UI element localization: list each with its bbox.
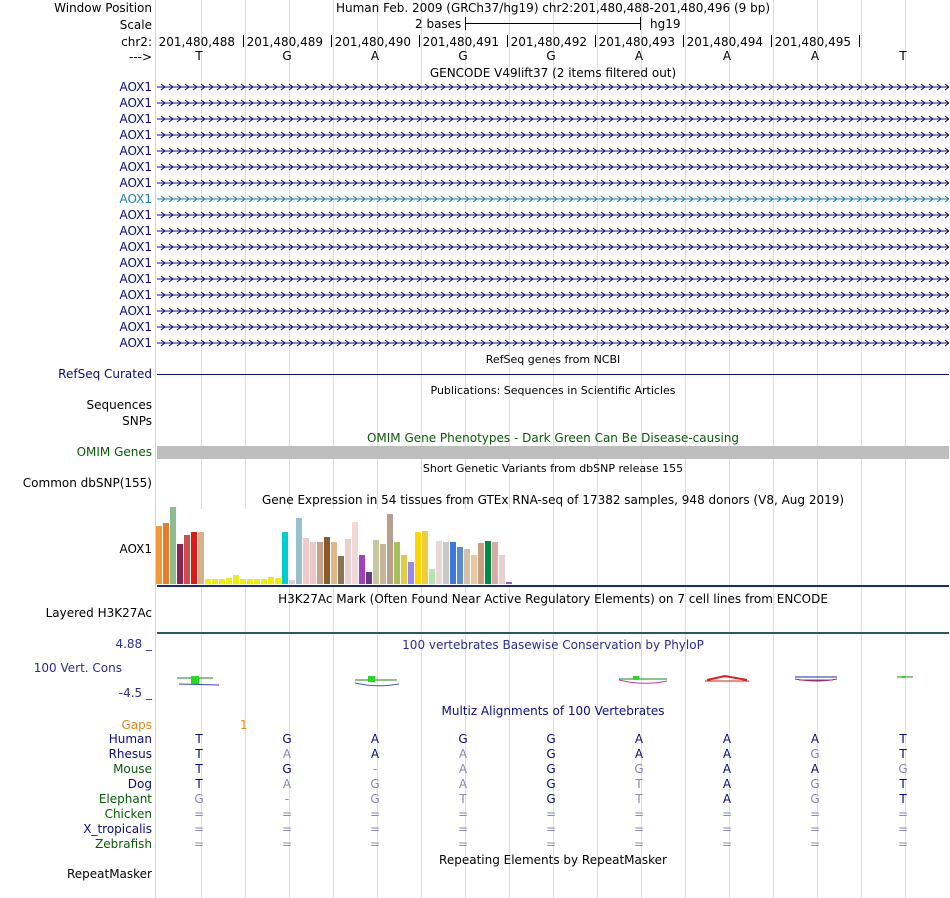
multiz-base: T [459,792,467,806]
ruler-coordinate[interactable]: 201,480,492 [510,35,587,49]
multiz-track-title: Multiz Alignments of 100 Vertebrates [441,704,665,718]
multiz-base: A [282,777,292,791]
multiz-base: = [633,837,645,851]
window-position-value[interactable]: Human Feb. 2009 (GRCh37/hg19) chr2:201,480,488-201,480,496 (9 bp) [335,1,770,15]
ruler-tick [771,35,772,47]
gtex-tissue-bar[interactable] [478,543,484,584]
gencode-transcript[interactable] [157,113,949,127]
phylop-mark-3 [619,676,667,683]
multiz-base: G [194,792,204,806]
gencode-transcript[interactable] [157,241,949,255]
multiz-base: G [546,777,556,791]
scale-text: 2 bases [415,17,462,31]
multiz-base: G [810,747,820,761]
multiz-base: = [281,807,293,821]
gencode-transcript[interactable] [157,129,949,143]
gencode-transcript[interactable] [157,321,949,335]
ruler-coordinate[interactable]: 201,480,489 [246,35,323,49]
multiz-base: = [809,822,821,836]
phylop-min-value: -4.5 _ [118,686,152,700]
gtex-tissue-bar[interactable] [289,580,295,584]
chrom-label: chr2: [121,35,152,49]
gtex-tissue-bar[interactable] [485,541,491,584]
gtex-tissue-bar[interactable] [492,542,498,584]
gtex-tissue-bar[interactable] [506,582,512,584]
multiz-base: G [282,762,292,776]
publications-track-title: Publications: Sequences in Scientific Articles [430,384,676,397]
gtex-tissue-bar[interactable] [373,540,379,584]
sequence-base: G [546,49,556,63]
multiz-base: = [281,822,293,836]
gencode-transcript-label[interactable]: AOX1 [119,240,152,254]
gtex-tissue-bar[interactable] [387,514,393,584]
multiz-base: = [809,807,821,821]
multiz-species-label[interactable]: Human [108,732,152,746]
gtex-tissue-bar[interactable] [450,542,456,584]
gtex-tissue-bar[interactable] [345,539,351,584]
ruler-coordinate[interactable]: 201,480,491 [422,35,499,49]
gencode-track-title: GENCODE V49lift37 (2 items filtered out) [429,66,677,80]
multiz-base: = [545,822,557,836]
multiz-base: = [545,837,557,851]
multiz-species-label[interactable]: X_tropicalis [83,822,152,836]
phylop-max-value: 4.88 _ [115,637,152,651]
ruler-tick [507,35,508,47]
omim-track-label[interactable]: OMIM Genes [76,445,152,459]
gtex-tissue-bar[interactable] [331,542,337,584]
gencode-transcript[interactable] [157,337,949,351]
ruler-coordinate[interactable]: 201,480,494 [686,35,763,49]
multiz-base: T [195,732,203,746]
multiz-base: A [810,732,820,746]
gtex-track-title: Gene Expression in 54 tissues from GTEx RNA-seq of 17382 samples, 948 donors (V8, Aug 2019) [261,493,845,507]
gencode-transcript-label[interactable]: AOX1 [119,224,152,238]
gtex-tissue-bar[interactable] [282,532,288,584]
multiz-base: T [899,732,907,746]
phylop-mark-4 [705,676,749,681]
gtex-tissue-bar[interactable] [471,555,477,584]
gtex-tissue-bar[interactable] [499,555,505,584]
multiz-base: A [722,762,732,776]
gencode-transcript-label[interactable]: AOX1 [119,256,152,270]
multiz-base: G [282,732,292,746]
gtex-tissue-bar[interactable] [310,542,316,584]
gtex-tissue-bar[interactable] [415,532,421,584]
ruler-coordinate[interactable]: 201,480,495 [774,35,851,49]
gtex-tissue-bar[interactable] [184,535,190,584]
multiz-base: G [810,777,820,791]
gencode-transcript-label[interactable]: AOX1 [119,176,152,190]
gtex-tissue-bar[interactable] [317,542,323,584]
multiz-base: A [634,747,644,761]
multiz-base: = [457,807,469,821]
refseq-track-title: RefSeq genes from NCBI [485,353,621,366]
sequence-base: A [722,49,732,63]
multiz-base: A [722,732,732,746]
snps-track-label[interactable]: SNPs [122,414,152,428]
gtex-tissue-bar[interactable] [408,562,414,584]
scale-bar-left-end [465,17,466,30]
h3k27ac-signal-baseline [157,632,949,634]
phylop-mark-6 [897,676,913,678]
gtex-tissue-bar[interactable] [219,579,225,584]
gencode-transcript-label[interactable]: AOX1 [119,208,152,222]
phylop-mark-1 [177,676,219,685]
repeatmasker-track-label[interactable]: RepeatMasker [66,867,152,881]
gencode-transcript-label[interactable]: AOX1 [119,304,152,318]
ruler-coordinate[interactable]: 201,480,490 [334,35,411,49]
ruler-tick [595,35,596,47]
sequences-track-label[interactable]: Sequences [86,398,152,412]
gtex-track-label[interactable]: AOX1 [119,542,152,556]
gencode-transcript[interactable] [157,145,949,159]
gtex-tissue-bar[interactable] [240,579,246,584]
gtex-tissue-bar[interactable] [436,541,442,584]
gtex-tissue-bar[interactable] [352,522,358,584]
multiz-base: = [457,822,469,836]
gencode-transcript-label[interactable]: AOX1 [119,112,152,126]
gtex-tissue-bar[interactable] [303,538,309,584]
multiz-base: G [546,792,556,806]
multiz-base: = [633,822,645,836]
multiz-base: = [897,807,909,821]
multiz-species-label[interactable]: Zebrafish [95,837,152,851]
multiz-base: A [458,747,468,761]
multiz-base: A [458,777,468,791]
multiz-base: A [634,732,644,746]
gtex-tissue-bar[interactable] [401,555,407,584]
multiz-base: G [898,762,908,776]
multiz-base: - [372,762,378,776]
multiz-base: = [457,837,469,851]
gencode-transcript-label[interactable]: AOX1 [119,320,152,334]
gtex-tissue-bar[interactable] [156,526,162,584]
multiz-base: A [722,777,732,791]
multiz-base: - [284,792,290,806]
multiz-base: = [633,807,645,821]
multiz-base: = [545,807,557,821]
gtex-tissue-bar[interactable] [324,537,330,584]
multiz-base: G [546,762,556,776]
phylop-track-label[interactable]: 100 Vert. Cons [33,661,122,675]
multiz-base: A [282,747,292,761]
sequence-base: T [195,49,203,63]
gtex-tissue-bar[interactable] [261,579,267,584]
gtex-tissue-bar[interactable] [198,532,204,584]
multiz-base: = [281,837,293,851]
gencode-transcript-label[interactable]: AOX1 [119,336,152,350]
multiz-species-label[interactable]: Rhesus [108,747,152,761]
dbsnp-track-label[interactable]: Common dbSNP(155) [22,476,152,490]
gencode-transcript[interactable] [157,225,949,239]
multiz-base: T [899,747,907,761]
gtex-tissue-bar[interactable] [177,544,183,584]
ruler-tick [331,35,332,47]
window-position-label: Window Position [54,1,152,15]
gtex-tissue-bar[interactable] [254,579,260,584]
omim-gene-bar[interactable] [157,446,949,459]
phylop-track-title: 100 vertebrates Basewise Conservation by PhyloP [402,638,704,652]
gtex-tissue-bar[interactable] [359,555,365,584]
gtex-tissue-bar[interactable] [170,507,176,584]
multiz-base: = [897,837,909,851]
multiz-species-label[interactable]: Elephant [98,792,152,806]
gencode-transcript[interactable] [157,161,949,175]
gencode-transcript[interactable] [157,257,949,271]
refseq-track-label[interactable]: RefSeq Curated [58,367,152,381]
h3k27ac-track-title: H3K27Ac Mark (Often Found Near Active Regulatory Elements) on 7 cell lines from ENCODE [278,592,828,606]
multiz-base: G [458,732,468,746]
multiz-base: = [193,837,205,851]
gtex-baseline [157,585,949,587]
gtex-tissue-bar[interactable] [464,549,470,584]
phylop-mark-2 [355,676,399,686]
ruler-tick [683,35,684,47]
gtex-tissue-bar[interactable] [191,532,197,584]
gtex-tissue-bar[interactable] [226,578,232,584]
gtex-tissue-bar[interactable] [443,542,449,584]
ruler-tick [243,35,244,47]
gencode-transcript[interactable] [157,289,949,303]
gtex-tissue-bar[interactable] [394,542,400,584]
multiz-base: = [369,837,381,851]
multiz-base: = [369,822,381,836]
gtex-tissue-bar[interactable] [296,518,302,584]
multiz-base: A [722,747,732,761]
multiz-base: = [809,837,821,851]
gencode-transcript-label[interactable]: AOX1 [119,96,152,110]
sequence-base: T [899,49,907,63]
gencode-transcript-label[interactable]: AOX1 [119,80,152,94]
ruler-tick [859,35,860,47]
ruler-coordinate[interactable]: 201,480,493 [598,35,675,49]
multiz-base: G [810,792,820,806]
gtex-tissue-bar[interactable] [163,523,169,584]
gtex-tissue-bar[interactable] [275,578,281,584]
multiz-base: G [546,732,556,746]
gtex-tissue-bar[interactable] [247,579,253,584]
sequence-base: A [634,49,644,63]
h3k27ac-track-label[interactable]: Layered H3K27Ac [45,606,152,620]
gtex-tissue-bar[interactable] [338,556,344,584]
multiz-base: T [195,762,203,776]
gtex-tissue-bar[interactable] [233,575,239,584]
gencode-transcript[interactable] [157,97,949,111]
gencode-transcript[interactable] [157,209,949,223]
gaps-label[interactable]: Gaps [121,718,152,732]
multiz-species-label[interactable]: Mouse [113,762,152,776]
scale-label: Scale [119,18,152,32]
dbsnp-track-title: Short Genetic Variants from dbSNP release 155 [422,462,684,475]
multiz-base: = [193,807,205,821]
sequence-base: A [370,49,380,63]
phylop-mark-5 [795,677,837,681]
multiz-base: = [369,807,381,821]
omim-track-title: OMIM Gene Phenotypes - Dark Green Can Be Disease-causing [366,431,740,445]
multiz-base: A [370,732,380,746]
gtex-tissue-bar[interactable] [205,579,211,584]
gtex-tissue-bar[interactable] [366,572,372,584]
ruler-coordinate[interactable]: 201,480,488 [158,35,235,49]
phylop-conservation-plot[interactable] [157,670,949,692]
gencode-transcript[interactable] [157,305,949,319]
multiz-base: T [899,777,907,791]
gtex-tissue-bar[interactable] [457,547,463,584]
gencode-transcript-label[interactable]: AOX1 [119,128,152,142]
refseq-gene-line[interactable] [157,374,949,375]
multiz-base: = [721,822,733,836]
gencode-transcript-label[interactable]: AOX1 [119,192,152,206]
multiz-base: = [193,822,205,836]
scale-assembly: hg19 [650,17,681,31]
gtex-tissue-bar[interactable] [429,569,435,584]
scale-bar [465,23,641,24]
gaps-count: 1 [240,718,248,732]
multiz-base: A [458,762,468,776]
gtex-tissue-bar[interactable] [380,544,386,584]
gencode-transcript[interactable] [157,193,949,207]
multiz-base: T [195,747,203,761]
ruler-tick [419,35,420,47]
gencode-transcript[interactable] [157,81,949,95]
multiz-base: G [546,747,556,761]
multiz-base: = [721,807,733,821]
multiz-base: G [634,762,644,776]
repeatmasker-track-title: Repeating Elements by RepeatMasker [439,853,667,867]
multiz-base: T [195,777,203,791]
strand-label: ---> [128,50,152,64]
scale-bar-right-end [640,17,641,30]
gtex-tissue-bar[interactable] [268,577,274,584]
label-separator [155,0,156,898]
multiz-base: T [635,777,643,791]
gencode-transcript-label[interactable]: AOX1 [119,160,152,174]
multiz-base: A [370,747,380,761]
gtex-tissue-bar[interactable] [212,579,218,584]
multiz-base: G [370,792,380,806]
gencode-transcript-label[interactable]: AOX1 [119,144,152,158]
sequence-base: G [282,49,292,63]
multiz-base: T [899,792,907,806]
multiz-base: T [635,792,643,806]
gencode-transcript[interactable] [157,273,949,287]
gencode-transcript-label[interactable]: AOX1 [119,272,152,286]
multiz-base: = [721,837,733,851]
sequence-base: A [810,49,820,63]
gencode-transcript-label[interactable]: AOX1 [119,288,152,302]
multiz-base: G [370,777,380,791]
multiz-species-label[interactable]: Chicken [104,807,152,821]
multiz-base: A [722,792,732,806]
gtex-tissue-bar[interactable] [422,531,428,584]
multiz-base: = [897,822,909,836]
sequence-base: G [458,49,468,63]
multiz-base: A [810,762,820,776]
gencode-transcript[interactable] [157,177,949,191]
multiz-species-label[interactable]: Dog [127,777,152,791]
